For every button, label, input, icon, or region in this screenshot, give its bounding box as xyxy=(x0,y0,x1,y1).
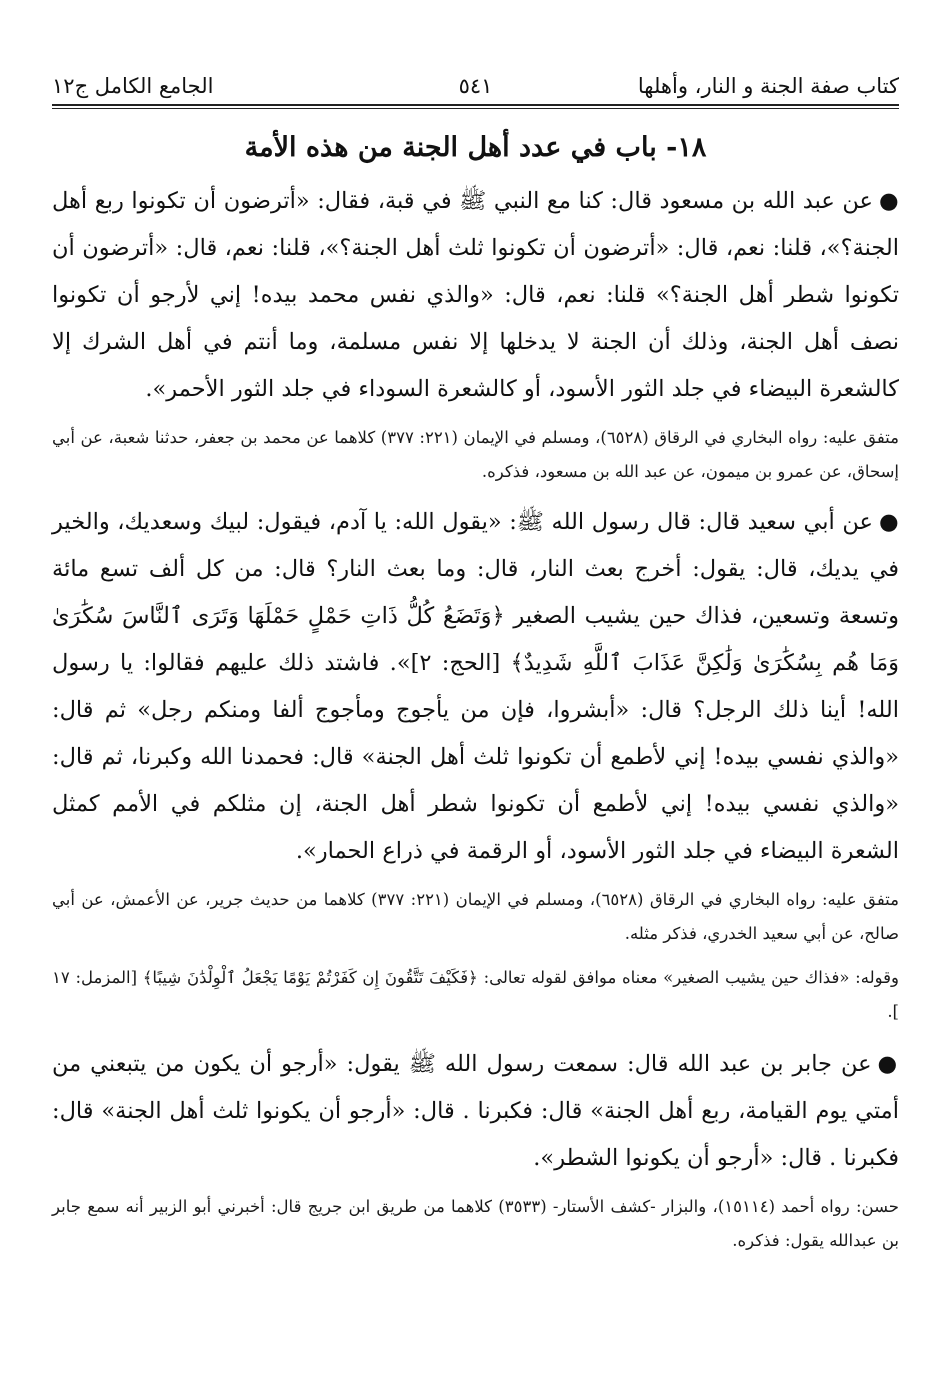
commentary-note: وقوله: «فذاك حين يشيب الصغير» معناه موافق لقوله تعالى: ﴿فَكَيْفَ تَتَّقُونَ إِن كَفَرْتُمْ يَوْمًا يَجْعَلُ ٱلْوِلْدَٰنَ شِيبًا﴾ [المزمل: ١٧ ]. xyxy=(52,968,899,1021)
header-volume: الجامع الكامل ج١٢ xyxy=(52,74,214,98)
hadith-text: عن جابر بن عبد الله قال: سمعت رسول الله ﷺ يقول: «أرجو أن يكون من يتبعني من أمتي يوم القيامة، ربع أهل الجنة» قال: فكبرنا . قال: «أرجو أن يكونوا ثلث أهل الجنة» قال: فكبرنا . قال: «أرجو أن يكونوا الشطر». xyxy=(52,1051,899,1171)
takhrij-note: متفق عليه: رواه البخاري في الرقاق (٦٥٢٨)، ومسلم في الإيمان (٢٢١: ٣٧٧) كلاهما عن محمد بن جعفر، حدثنا شعبة، عن أبي إسحاق، عن عمرو بن ميمون، عن عبد الله بن مسعود، فذكره. xyxy=(52,428,899,481)
hadith-text: عن أبي سعيد قال: قال رسول الله ﷺ: «يقول الله: يا آدم، فيقول: لبيك وسعديك، والخير في يديك، قال: يقول: أخرج بعث النار، قال: وما بعث النار؟ قال: من كل ألف تسع مائة وتسعة وتسعين، فذاك حين يشيب الصغير ﴿وَتَضَعُ كُلُّ ذَاتِ حَمْلٍ حَمْلَهَا وَتَرَى ٱلنَّاسَ سُكَٰرَىٰ وَمَا هُم بِسُكَٰرَىٰ وَلَٰكِنَّ عَذَابَ ٱللَّهِ شَدِيدٌ﴾ [الحج: ٢]». فاشتد ذلك عليهم فقالوا: يا رسول الله! أينا ذلك الرجل؟ قال: «أبشروا، فإن من يأجوج ومأجوج ألفا ومنكم رجل» ثم قال: «والذي نفسي بيده! إني لأطمع أن تكونوا ثلث أهل الجنة» قال: فحمدنا الله وكبرنا، ثم قال: «والذي نفسي بيده! إني لأطمع أن تكونوا شطر أهل الجنة، إن مثلكم في الأمم كمثل الشعرة البيضاء في جلد الثور الأسود، أو الرقمة في ذراع الحمار». xyxy=(52,509,899,864)
bullet-icon: ● xyxy=(878,188,899,214)
header-rule-thin xyxy=(52,108,899,109)
running-header xyxy=(52,58,899,104)
page-number: ٥٤١ xyxy=(458,74,493,98)
hadith-text: عن عبد الله بن مسعود قال: كنا مع النبي ﷺ في قبة، فقال: «أترضون أن تكونوا ربع أهل الجنة؟»، قلنا: نعم، قال: «أترضون أن تكونوا ثلث أهل الجنة؟»، قلنا: نعم، قال: «أترضون أن تكونوا شطر أهل الجنة؟» قلنا: نعم، قال: «والذي نفس محمد بيده! إني لأرجو أن تكونوا نصف أهل الجنة، وذلك أن الجنة لا يدخلها إلا نفس مسلمة، وما أنتم في أهل الشرك إلا كالشعرة البيضاء في جلد الثور الأسود، أو كالشعرة السوداء في جلد الثور الأحمر». xyxy=(52,188,899,402)
page-body xyxy=(52,178,899,1268)
chapter-title: ١٨- باب في عدد أهل الجنة من هذه الأمة xyxy=(244,132,707,163)
bullet-icon: ● xyxy=(878,509,899,535)
hadith-paragraph xyxy=(52,178,899,413)
takhrij-note: حسن: رواه أحمد (١٥١١٤)، والبزار -كشف الأستار- (٣٥٣٣) كلاهما من طريق ابن جريج قال: أخبرني أبو الزبير أنه سمع جابر بن عبدالله يقول: فذكره. xyxy=(52,1197,899,1250)
hadith-paragraph xyxy=(52,1041,899,1182)
takhrij-note: متفق عليه: رواه البخاري في الرقاق (٦٥٢٨)، ومسلم في الإيمان (٢٢١: ٣٧٧) كلاهما من حديث جرير، عن الأعمش، عن أبي صالح، عن أبي سعيد الخدري، فذكر مثله. xyxy=(52,890,899,943)
bullet-icon: ● xyxy=(877,1051,899,1077)
header-rule xyxy=(52,104,899,106)
hadith-paragraph xyxy=(52,499,899,875)
header-book-section: كتاب صفة الجنة و النار، وأهلها xyxy=(637,74,899,98)
